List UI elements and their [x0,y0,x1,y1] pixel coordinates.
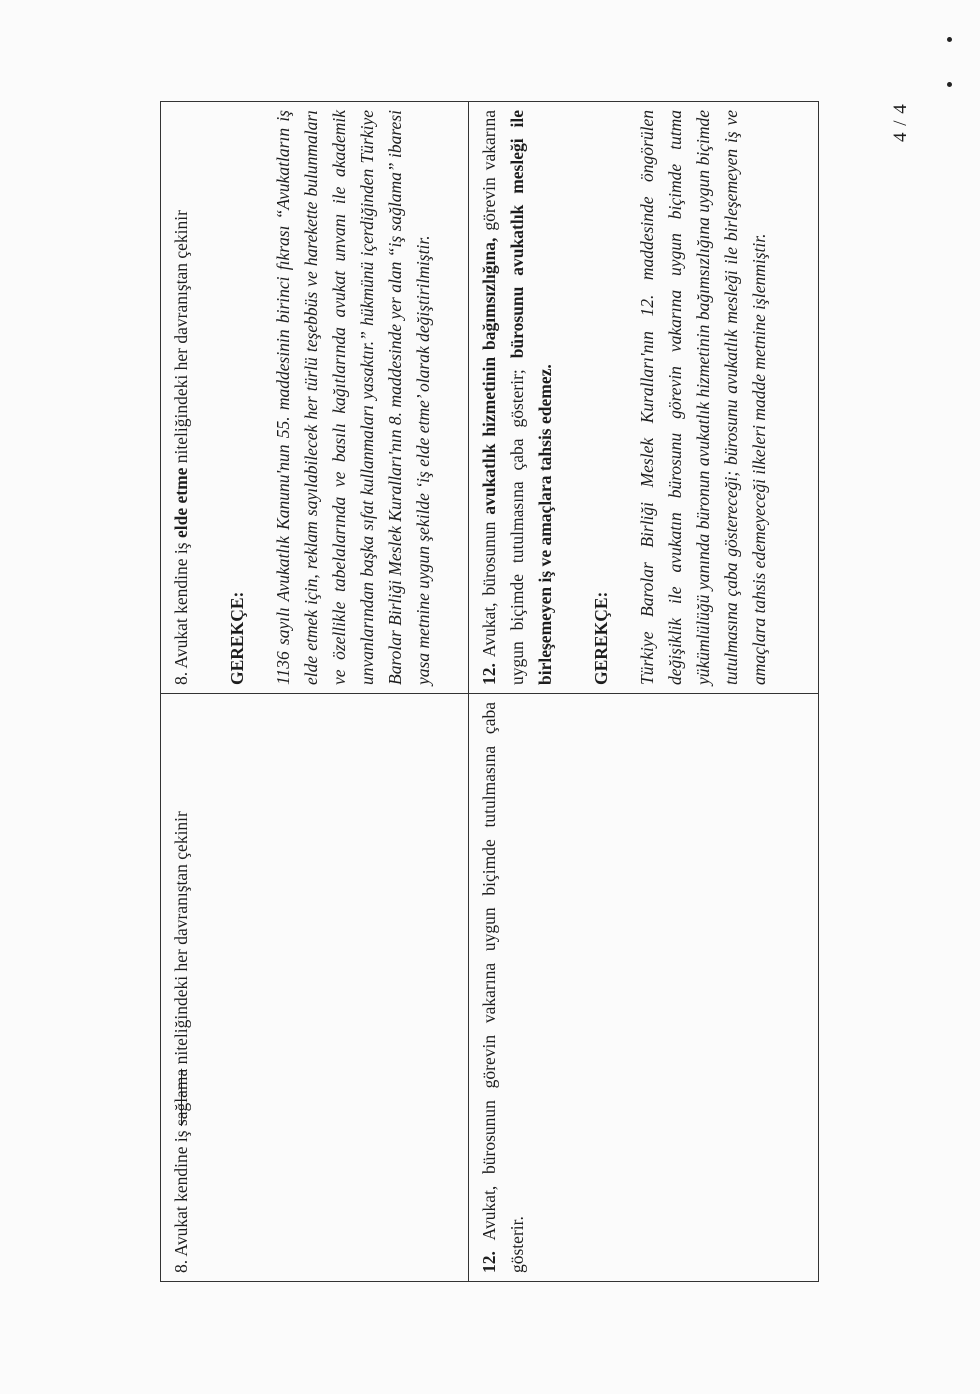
new-text-cell [161,102,469,694]
article-text: Avukat kendine iş [171,542,191,669]
article-paragraph [475,110,559,685]
article-number: 8. [171,1259,191,1273]
inserted-text: elde etme [171,467,191,539]
article-text: Avukat, bürosunun [479,521,499,658]
new-text-cell [469,102,819,694]
article-text: Avukat, bürosunun görevin vakarına uygun biçimde tutulmasına çaba gösterir. [479,702,527,1273]
inserted-text: bürosunu avukatlık mesleği ile birleşemeyen iş ve amaçlara tahsis edemez. [507,110,555,685]
old-text-cell [161,694,469,1282]
page-number: 4 / 4 [890,103,911,142]
old-text-cell [469,694,819,1282]
deleted-text: sağlama [171,1068,191,1127]
scan-mark-top [947,37,952,42]
article-text: niteliğindeki her davranıştan çekinir [171,811,191,1065]
rotated-content [160,102,818,1282]
rationale-heading: GEREKÇE: [591,591,611,685]
scan-mark-bottom [947,82,952,87]
article-text: görevin vakarına uygun biçimde tutulmasına çaba gösterir; [479,109,527,685]
article-number: 8. [171,671,191,685]
rationale-heading: GEREKÇE: [227,591,247,685]
article-number: 12. [479,1251,499,1273]
comparison-table [160,101,819,1282]
table-row [161,102,469,1282]
table-row [469,102,819,1282]
article-number: 12. [479,663,499,685]
rationale-text: Türkiye Barolar Birliği Meslek Kuralları'nın 12. maddesinde öngörülen değişiklik ile avukatın bürosunu görevin vakarına uygun biçimde tutma yükümlülüğü yanında büronun avukatlık hizmetinin bağımsızlığına uygun biçimde tutulmasına çaba göstereceği; bürosunu avukatlık mesleği ile birleşemeyen iş ve amaçlara tahsis edemeyeceği ilkeleri madde metnine işlenmiştir. [637,110,769,685]
article-text: Avukat kendine iş [171,1130,191,1257]
rationale-text: 1136 sayılı Avukatlık Kanunu'nun 55. maddesinin birinci fıkrası “Avukatların iş elde etmek için, reklam sayılabilecek her türlü teşebbüs ve harekette bulunmaları ve özellikle tabelalarında ve basılı kağıtlarında avukat unvanı ile akademik unvanlarından başka sıfat kullanmaları yasaktır.” hükmünü içerdiğinden Türkiye Barolar Birliği Meslek Kuralları'nın 8. maddesinde yer alan “iş sağlama” ibaresi yasa metnine uygun şekilde ‘iş elde etme’ olarak değiştirilmiştir. [273,110,433,685]
article-text: niteliğindeki her davranıştan çekinir [171,210,191,464]
inserted-text: avukatlık hizmetinin bağımsızlığına, [479,237,499,515]
